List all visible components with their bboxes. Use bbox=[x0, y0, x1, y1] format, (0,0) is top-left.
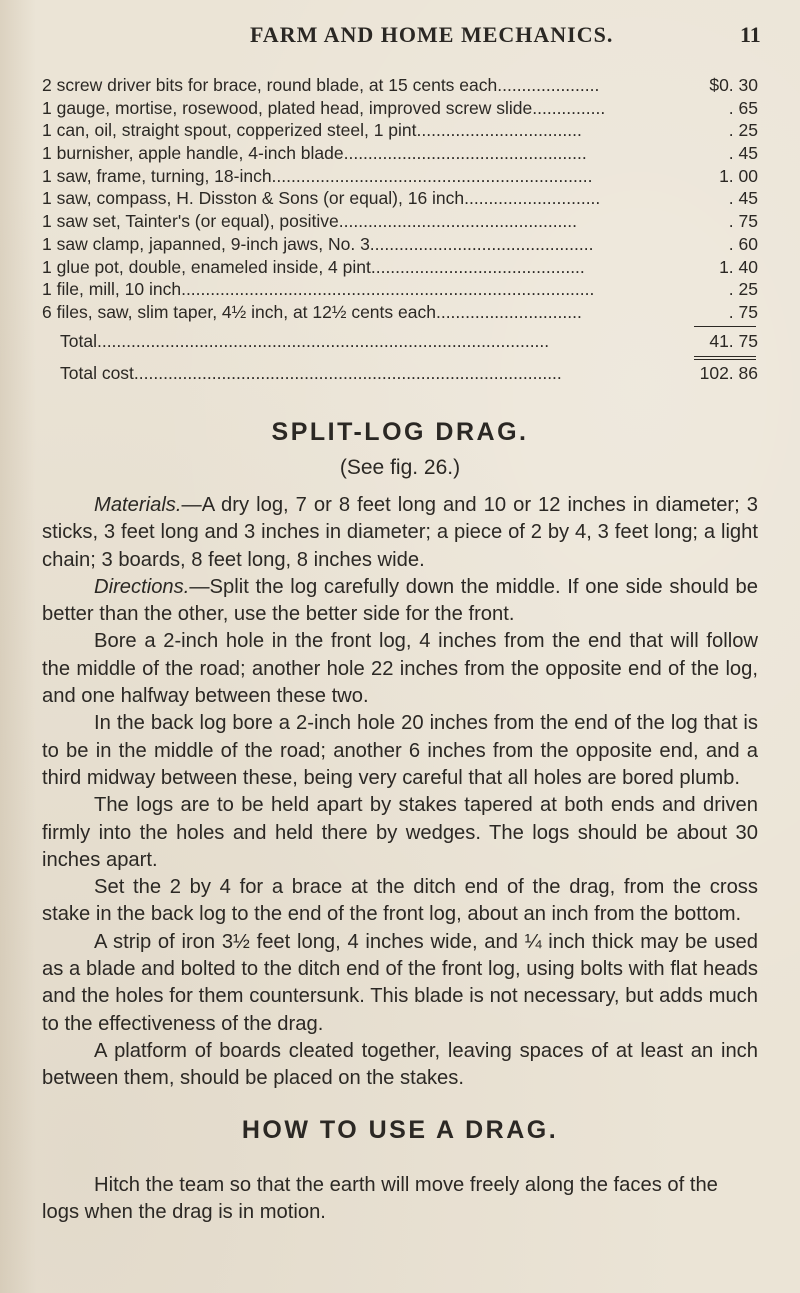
materials-text: —A dry log, 7 or 8 feet long and 10 or 12 inches in diameter; 3 sticks, 3 feet long and 3 inches in diameter; a piece of 2 by 4, 3 feet long; a light chain; 3 boards, 8 feet long, 8 inches wide. bbox=[42, 494, 758, 571]
item-price: . 25 bbox=[728, 120, 758, 141]
directions-text: —Split the log carefully down the middle. If one side should be better than the other, use the better side for the front. bbox=[42, 575, 758, 626]
total-double-rule bbox=[694, 356, 756, 360]
item-description: 1 file, mill, 10 inch..................................................................................... bbox=[42, 279, 595, 300]
running-head bbox=[0, 22, 800, 52]
materials-label: Materials. bbox=[94, 494, 182, 516]
item-description: 1 saw, frame, turning, 18-inch.................................................................. bbox=[42, 165, 593, 186]
bore-front-paragraph: Bore a 2-inch hole in the front log, 4 inches from the end that will follow the middle of the road; another hole 22 inches from the opposite end of the log, and one halfway between these two. bbox=[42, 630, 758, 708]
total-rule bbox=[694, 326, 756, 327]
figure-reference: (See fig. 26.) bbox=[339, 456, 461, 479]
platform-paragraph: A platform of boards cleated together, leaving spaces of at least an inch between them, should be placed on the stakes. bbox=[42, 1039, 758, 1090]
price-row bbox=[42, 278, 758, 301]
hitch-text bbox=[42, 1172, 758, 1227]
price-row bbox=[42, 210, 758, 233]
total-cost-label: Total cost........................................................................................ bbox=[60, 363, 562, 384]
item-price: . 75 bbox=[728, 211, 758, 232]
item-price: . 25 bbox=[728, 279, 758, 300]
price-row bbox=[42, 187, 758, 210]
bore-back-paragraph: In the back log bore a 2-inch hole 20 inches from the end of the log that is to be in the middle of the road; another 6 inches from the opposite end, and a third midway between these, being very careful that all holes are bored plumb. bbox=[42, 712, 758, 789]
price-row bbox=[42, 301, 758, 324]
item-price: . 45 bbox=[728, 143, 758, 164]
total-row bbox=[42, 330, 758, 353]
section-title-split-log-drag: SPLIT-LOG DRAG. bbox=[271, 418, 529, 446]
item-price: . 65 bbox=[728, 97, 758, 118]
iron-blade-paragraph: A strip of iron 3½ feet long, 4 inches wide, and ¼ inch thick may be used as a blade and bolted to the ditch end of the front log, using bolts with flat heads and the holes for them countersunk. This blade is not necessary, but adds much to the effectiveness of the drag. bbox=[42, 930, 758, 1035]
item-description: 1 saw set, Tainter's (or equal), positive................................................. bbox=[42, 211, 578, 232]
item-description: 1 burnisher, apple handle, 4-inch blade.................................................. bbox=[42, 143, 587, 164]
item-price: . 45 bbox=[728, 188, 758, 209]
item-description: 1 saw, compass, H. Disston & Sons (or equal), 16 inch............................ bbox=[42, 188, 601, 209]
stakes-paragraph: The logs are to be held apart by stakes tapered at both ends and driven firmly into the holes and held there by wedges. The logs should be about 30 inches apart. bbox=[42, 794, 758, 871]
item-description: 1 can, oil, straight spout, copperized steel, 1 pint.................................. bbox=[42, 120, 582, 141]
item-description: 1 gauge, mortise, rosewood, plated head, improved screw slide............... bbox=[42, 97, 606, 118]
price-row bbox=[42, 119, 758, 142]
item-price: 1. 40 bbox=[719, 256, 758, 277]
price-row bbox=[42, 233, 758, 256]
total-label: Total............................................................................................. bbox=[60, 330, 550, 351]
price-row bbox=[42, 97, 758, 120]
page-number: 11 bbox=[740, 22, 761, 47]
price-row bbox=[42, 165, 758, 188]
price-row bbox=[42, 142, 758, 165]
item-price: 1. 00 bbox=[719, 165, 758, 186]
item-description: 6 files, saw, slim taper, 4½ inch, at 12½ cents each.............................. bbox=[42, 301, 582, 322]
item-description: 2 screw driver bits for brace, round blade, at 15 cents each..................... bbox=[42, 75, 600, 95]
section-title-how-to-use: HOW TO USE A DRAG. bbox=[241, 1116, 559, 1144]
running-title: FARM AND HOME MECHANICS. bbox=[250, 22, 614, 47]
item-price: $0. 30 bbox=[709, 75, 758, 95]
body-text bbox=[42, 492, 758, 1093]
directions-label: Directions. bbox=[94, 575, 190, 598]
total-cost-row bbox=[42, 362, 758, 385]
directions-paragraph bbox=[42, 574, 758, 629]
price-row bbox=[42, 74, 758, 97]
item-description: 1 glue pot, double, enameled inside, 4 pint............................................ bbox=[42, 256, 585, 277]
item-description: 1 saw clamp, japanned, 9-inch jaws, No. 3.............................................. bbox=[42, 233, 594, 254]
brace-paragraph: Set the 2 by 4 for a brace at the ditch end of the drag, from the cross stake in the back log to the end of the front log, about an inch from the bottom. bbox=[42, 876, 758, 926]
page-edge-shadow bbox=[0, 0, 36, 1293]
price-list bbox=[42, 74, 758, 385]
total-cost-value: 102. 86 bbox=[699, 363, 758, 384]
materials-paragraph bbox=[42, 492, 758, 574]
item-price: . 60 bbox=[728, 233, 758, 254]
item-price: . 75 bbox=[728, 301, 758, 322]
total-value: 41. 75 bbox=[709, 330, 758, 351]
price-row bbox=[42, 256, 758, 279]
hitch-paragraph: Hitch the team so that the earth will move freely along the faces of the logs when the drag is in motion. bbox=[42, 1174, 718, 1224]
